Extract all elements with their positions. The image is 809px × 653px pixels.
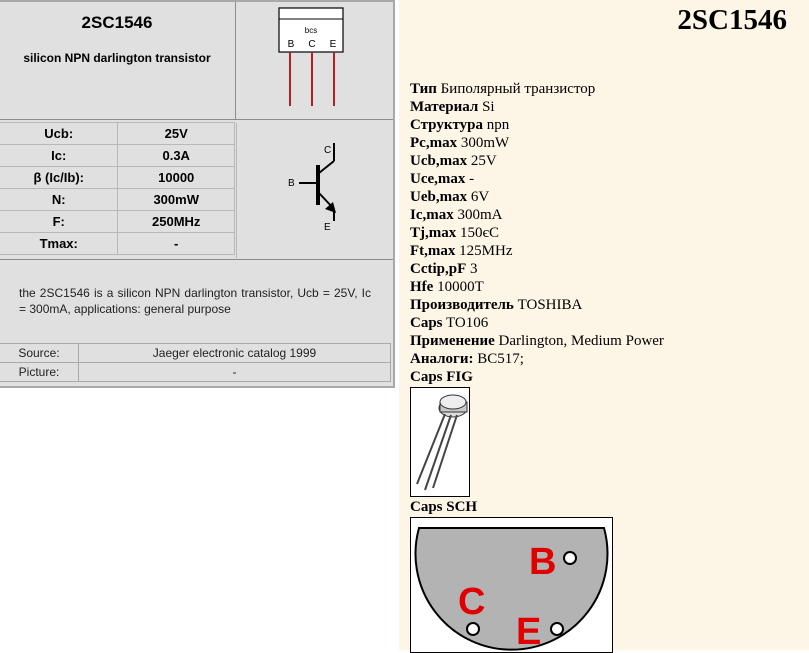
card-header-text	[0, 2, 236, 119]
spec-value: Si	[482, 99, 495, 115]
symbol-pin-e: E	[324, 222, 331, 233]
transistor-info-card	[0, 0, 395, 388]
spec-label: Аналоги:	[410, 351, 474, 367]
spec-label: Cctip,pF	[410, 261, 467, 277]
source-key: Source:	[0, 344, 79, 363]
spec-label: Материал	[410, 99, 479, 115]
spec-value: TOSHIBA	[517, 297, 583, 313]
spec-value: Darlington, Medium Power	[498, 333, 664, 349]
spec-row	[410, 296, 664, 314]
spec-row	[410, 188, 664, 206]
card-header	[0, 2, 393, 119]
spec-label: Ueb,max	[410, 189, 468, 205]
parameters-table	[0, 122, 235, 255]
parameter-row	[0, 233, 235, 255]
npn-transistor-icon	[237, 123, 391, 258]
parameter-value: 25V	[118, 123, 235, 145]
spec-label: Ucb,max	[410, 153, 468, 169]
spec-row	[410, 170, 664, 188]
spec-label: Caps	[410, 315, 443, 331]
spec-value: 125MHz	[459, 243, 513, 259]
specs-list	[410, 80, 664, 653]
picture-value: -	[79, 363, 391, 382]
parameter-value: 300mW	[118, 189, 235, 211]
parameter-name: Ucb:	[0, 123, 118, 145]
sch-pin-c: C	[458, 581, 486, 623]
caps-fig-image	[410, 387, 470, 497]
package-pin-e: E	[329, 39, 337, 50]
spec-row	[410, 152, 664, 170]
spec-row	[410, 224, 664, 242]
parameter-name: F:	[0, 211, 118, 233]
spec-value: TO106	[446, 315, 489, 331]
spec-row	[410, 98, 664, 116]
parameter-name: N:	[0, 189, 118, 211]
parameter-value: 250MHz	[118, 211, 235, 233]
caps-sch-image	[410, 517, 613, 653]
spec-row	[410, 242, 664, 260]
description-text: the 2SC1546 is a silicon NPN darlington transistor, Ucb = 25V, Ic = 300mA, applications: general purpose	[19, 286, 371, 316]
spec-row	[410, 134, 664, 152]
sch-pin-b: B	[529, 541, 557, 583]
caps-fig-label: Caps FIG	[410, 369, 473, 385]
specs-panel	[399, 0, 809, 650]
spec-label: Ic,max	[410, 207, 454, 223]
spec-row	[410, 332, 664, 350]
package-drawing	[236, 2, 393, 119]
parameter-row	[0, 211, 235, 233]
spec-value: 25V	[470, 153, 497, 169]
source-value: Jaeger electronic catalog 1999	[79, 344, 391, 363]
spec-value: 6V	[470, 189, 490, 205]
parameter-row	[0, 145, 235, 167]
spec-label: Тип	[410, 81, 437, 97]
picture-key: Picture:	[0, 363, 79, 382]
parameter-value: 0.3A	[118, 145, 235, 167]
spec-row	[410, 260, 664, 278]
divider	[0, 259, 393, 260]
divider	[0, 119, 393, 120]
spec-row	[410, 206, 664, 224]
page-title: 2SC1546	[677, 4, 787, 36]
spec-label: Производитель	[410, 297, 514, 313]
spec-label: Hfe	[410, 279, 434, 295]
spec-value: 10000T	[437, 279, 484, 295]
spec-value: Биполярный транзистор	[440, 81, 596, 97]
spec-value: 300mW	[460, 135, 510, 151]
spec-label: Структура	[410, 117, 483, 133]
package-outline-icon	[236, 2, 393, 119]
caps-sch-label: Caps SCH	[410, 499, 478, 515]
spec-label: Uce,max	[410, 171, 466, 187]
spec-value: npn	[486, 117, 510, 133]
parameter-row	[0, 167, 235, 189]
spec-row	[410, 350, 664, 368]
source-table	[0, 343, 391, 382]
spec-row	[410, 278, 664, 296]
pinout-diagram-icon	[411, 518, 612, 652]
package-pin-b: B	[287, 39, 295, 50]
spec-value: BC517;	[477, 351, 524, 367]
sch-pin-e: E	[516, 611, 542, 652]
symbol-pin-c: C	[324, 145, 332, 156]
picture-row	[0, 363, 391, 382]
spec-value: 3	[470, 261, 478, 277]
spec-row	[410, 314, 664, 332]
parameter-name: Ic:	[0, 145, 118, 167]
parameter-name: β (Ic/Ib):	[0, 167, 118, 189]
source-row	[0, 344, 391, 363]
spec-label: Pc,max	[410, 135, 458, 151]
card-subtitle: silicon NPN darlington transistor	[23, 51, 211, 65]
spec-value: 150єC	[460, 225, 499, 241]
spec-value: 300mA	[457, 207, 503, 223]
transistor-symbol	[236, 123, 391, 258]
parameter-row	[0, 123, 235, 145]
spec-label: Ft,max	[410, 243, 456, 259]
parameter-name: Tmax:	[0, 233, 118, 255]
to106-package-icon	[411, 388, 469, 496]
spec-label: Tj,max	[410, 225, 457, 241]
parameter-value: 10000	[118, 167, 235, 189]
spec-row	[410, 116, 664, 134]
spec-row	[410, 80, 664, 98]
parameter-value: -	[118, 233, 235, 255]
parameter-row	[0, 189, 235, 211]
symbol-pin-b: B	[288, 178, 295, 189]
package-pin-c: C	[308, 39, 316, 50]
card-title: 2SC1546	[81, 13, 153, 32]
spec-value: -	[469, 171, 475, 187]
spec-label: Применение	[410, 333, 495, 349]
package-label: bcs	[304, 26, 318, 35]
